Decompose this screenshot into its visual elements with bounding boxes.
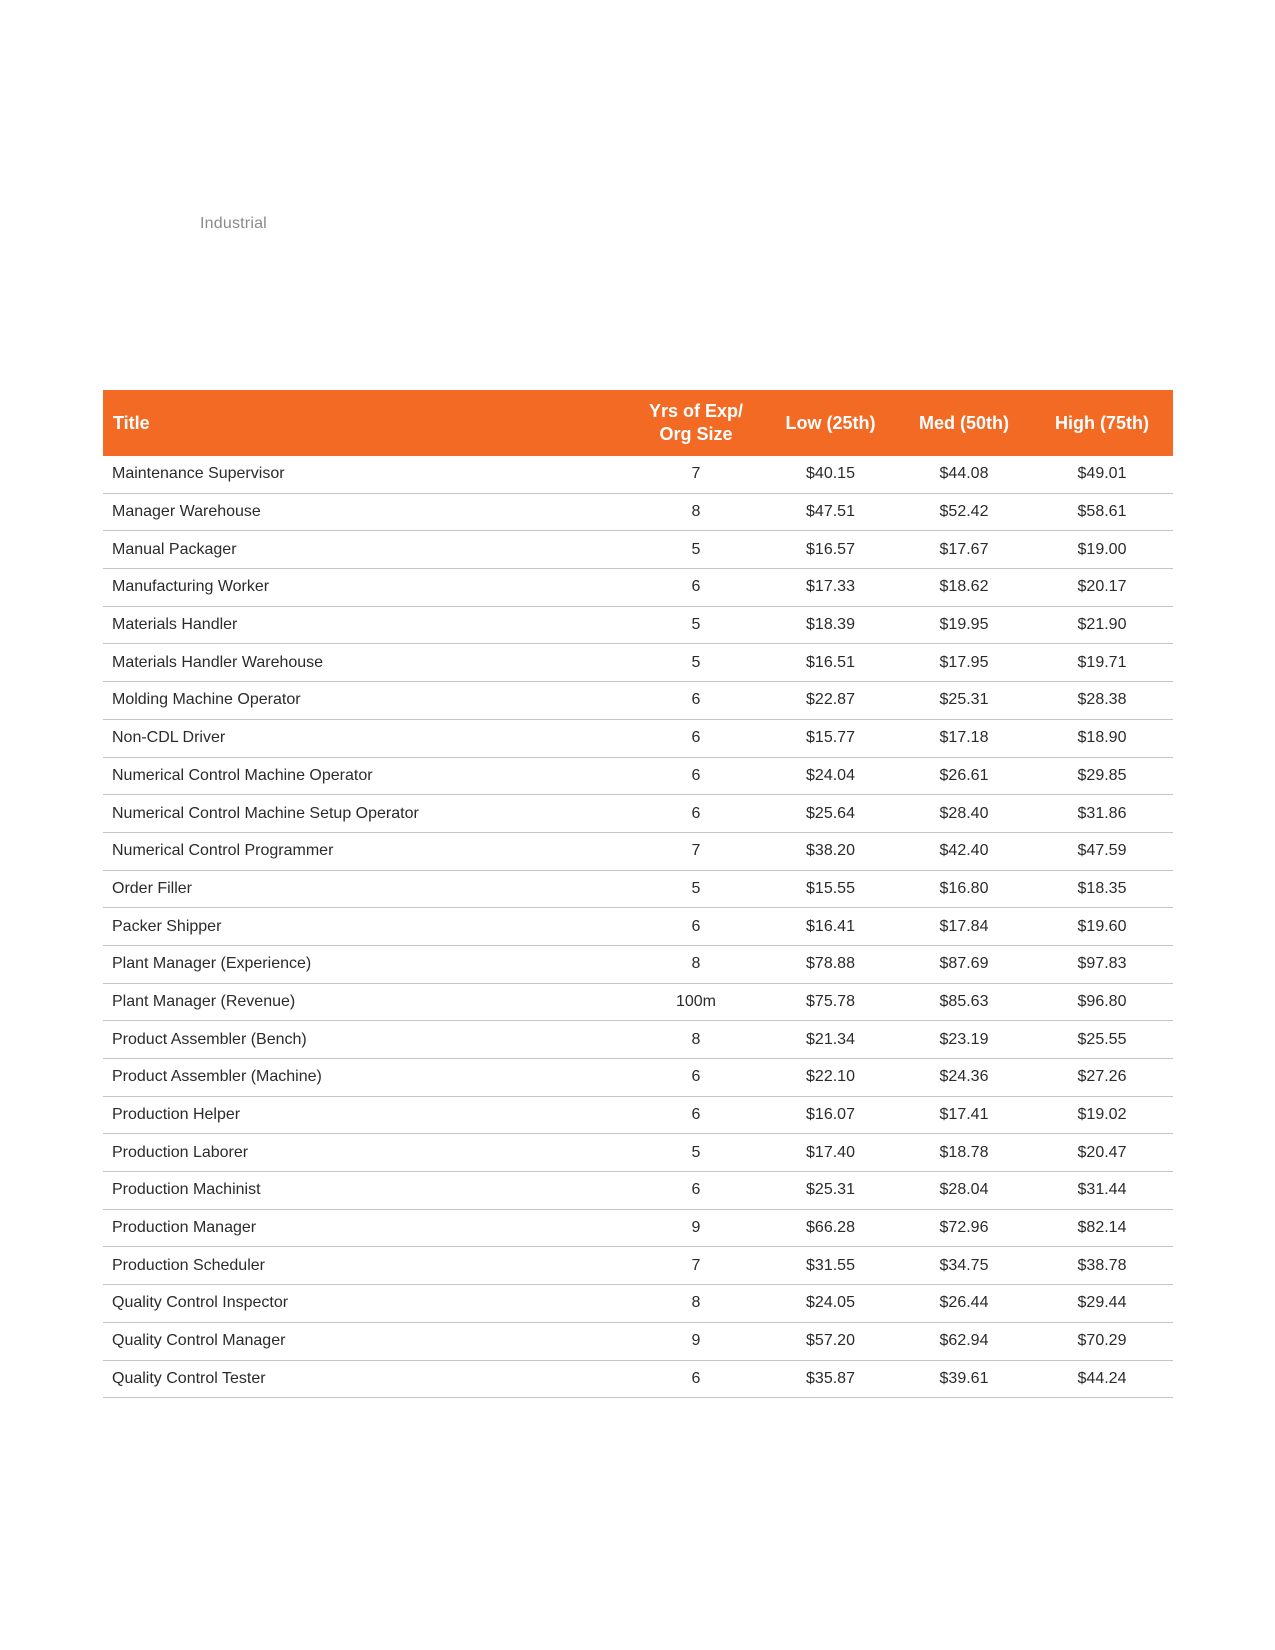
cell-high: $19.00: [1031, 531, 1173, 569]
cell-med: $34.75: [897, 1247, 1031, 1285]
cell-med: $72.96: [897, 1209, 1031, 1247]
cell-yrs-exp: 8: [628, 1285, 764, 1323]
cell-low: $16.57: [764, 531, 897, 569]
table-row: [103, 1360, 1173, 1398]
cell-title: Production Scheduler: [103, 1247, 628, 1285]
cell-low: $22.87: [764, 682, 897, 720]
cell-high: $47.59: [1031, 832, 1173, 870]
cell-yrs-exp: 6: [628, 1360, 764, 1398]
table-row: [103, 1247, 1173, 1285]
table-row: [103, 456, 1173, 493]
cell-low: $31.55: [764, 1247, 897, 1285]
cell-yrs-exp: 7: [628, 832, 764, 870]
cell-yrs-exp: 6: [628, 757, 764, 795]
cell-med: $42.40: [897, 832, 1031, 870]
cell-med: $26.61: [897, 757, 1031, 795]
cell-high: $38.78: [1031, 1247, 1173, 1285]
cell-high: $97.83: [1031, 945, 1173, 983]
table-row: [103, 531, 1173, 569]
cell-med: $44.08: [897, 456, 1031, 493]
cell-low: $35.87: [764, 1360, 897, 1398]
cell-low: $25.64: [764, 795, 897, 833]
cell-high: $31.86: [1031, 795, 1173, 833]
cell-med: $52.42: [897, 493, 1031, 531]
cell-low: $18.39: [764, 606, 897, 644]
cell-title: Product Assembler (Bench): [103, 1021, 628, 1059]
cell-title: Manual Packager: [103, 531, 628, 569]
cell-low: $16.07: [764, 1096, 897, 1134]
cell-yrs-exp: 7: [628, 1247, 764, 1285]
cell-title: Production Laborer: [103, 1134, 628, 1172]
cell-title: Production Machinist: [103, 1172, 628, 1210]
cell-high: $49.01: [1031, 456, 1173, 493]
table-body: [103, 456, 1173, 1398]
cell-low: $17.40: [764, 1134, 897, 1172]
cell-med: $17.41: [897, 1096, 1031, 1134]
table-row: [103, 606, 1173, 644]
cell-low: $15.77: [764, 719, 897, 757]
cell-yrs-exp: 9: [628, 1322, 764, 1360]
cell-yrs-exp: 9: [628, 1209, 764, 1247]
cell-high: $70.29: [1031, 1322, 1173, 1360]
table-row: [103, 1322, 1173, 1360]
cell-yrs-exp: 7: [628, 456, 764, 493]
cell-yrs-exp: 6: [628, 795, 764, 833]
cell-high: $25.55: [1031, 1021, 1173, 1059]
cell-low: $66.28: [764, 1209, 897, 1247]
cell-med: $19.95: [897, 606, 1031, 644]
cell-high: $82.14: [1031, 1209, 1173, 1247]
table-row: [103, 493, 1173, 531]
cell-low: $17.33: [764, 569, 897, 607]
cell-yrs-exp: 5: [628, 606, 764, 644]
cell-low: $22.10: [764, 1059, 897, 1097]
cell-yrs-exp: 5: [628, 531, 764, 569]
cell-title: Numerical Control Programmer: [103, 832, 628, 870]
cell-yrs-exp: 6: [628, 908, 764, 946]
cell-yrs-exp: 5: [628, 870, 764, 908]
cell-high: $19.02: [1031, 1096, 1173, 1134]
header-yrs-line2: Org Size: [659, 424, 733, 444]
cell-yrs-exp: 8: [628, 1021, 764, 1059]
cell-yrs-exp: 6: [628, 569, 764, 607]
header-yrs-line1: Yrs of Exp/: [648, 401, 744, 421]
cell-low: $16.41: [764, 908, 897, 946]
cell-title: Production Manager: [103, 1209, 628, 1247]
cell-high: $27.26: [1031, 1059, 1173, 1097]
cell-high: $18.35: [1031, 870, 1173, 908]
cell-high: $29.44: [1031, 1285, 1173, 1323]
cell-low: $78.88: [764, 945, 897, 983]
cell-med: $24.36: [897, 1059, 1031, 1097]
table-header-row: [103, 390, 1173, 456]
cell-low: $57.20: [764, 1322, 897, 1360]
cell-high: $58.61: [1031, 493, 1173, 531]
cell-high: $28.38: [1031, 682, 1173, 720]
cell-yrs-exp: 8: [628, 945, 764, 983]
table-row: [103, 945, 1173, 983]
cell-title: Materials Handler: [103, 606, 628, 644]
cell-high: $19.60: [1031, 908, 1173, 946]
cell-med: $87.69: [897, 945, 1031, 983]
cell-low: $47.51: [764, 493, 897, 531]
section-label: Industrial: [200, 215, 267, 232]
cell-low: $40.15: [764, 456, 897, 493]
cell-low: $38.20: [764, 832, 897, 870]
cell-yrs-exp: 100m: [628, 983, 764, 1021]
cell-low: $75.78: [764, 983, 897, 1021]
table-row: [103, 682, 1173, 720]
cell-yrs-exp: 6: [628, 682, 764, 720]
cell-title: Materials Handler Warehouse: [103, 644, 628, 682]
table-row: [103, 1285, 1173, 1323]
cell-med: $28.04: [897, 1172, 1031, 1210]
cell-med: $85.63: [897, 983, 1031, 1021]
table-row: [103, 569, 1173, 607]
cell-high: $18.90: [1031, 719, 1173, 757]
header-low: Low (25th): [764, 390, 897, 456]
table-row: [103, 908, 1173, 946]
cell-yrs-exp: 6: [628, 1172, 764, 1210]
cell-yrs-exp: 6: [628, 1096, 764, 1134]
table-row: [103, 1096, 1173, 1134]
cell-high: $19.71: [1031, 644, 1173, 682]
table-row: [103, 870, 1173, 908]
cell-yrs-exp: 6: [628, 719, 764, 757]
header-high: High (75th): [1031, 390, 1173, 456]
cell-med: $16.80: [897, 870, 1031, 908]
cell-high: $44.24: [1031, 1360, 1173, 1398]
cell-med: $17.95: [897, 644, 1031, 682]
cell-med: $62.94: [897, 1322, 1031, 1360]
cell-yrs-exp: 6: [628, 1059, 764, 1097]
table-row: [103, 795, 1173, 833]
cell-med: $18.78: [897, 1134, 1031, 1172]
cell-high: $31.44: [1031, 1172, 1173, 1210]
cell-low: $24.04: [764, 757, 897, 795]
table-row: [103, 1059, 1173, 1097]
cell-title: Numerical Control Machine Setup Operator: [103, 795, 628, 833]
cell-med: $17.67: [897, 531, 1031, 569]
cell-title: Plant Manager (Experience): [103, 945, 628, 983]
cell-high: $29.85: [1031, 757, 1173, 795]
cell-yrs-exp: 5: [628, 644, 764, 682]
table-row: [103, 1021, 1173, 1059]
header-title: Title: [103, 390, 628, 456]
cell-low: $24.05: [764, 1285, 897, 1323]
salary-table: [103, 390, 1173, 1398]
cell-med: $23.19: [897, 1021, 1031, 1059]
cell-title: Packer Shipper: [103, 908, 628, 946]
table-row: [103, 832, 1173, 870]
cell-high: $20.47: [1031, 1134, 1173, 1172]
cell-yrs-exp: 8: [628, 493, 764, 531]
cell-med: $39.61: [897, 1360, 1031, 1398]
cell-low: $21.34: [764, 1021, 897, 1059]
cell-title: Product Assembler (Machine): [103, 1059, 628, 1097]
cell-title: Molding Machine Operator: [103, 682, 628, 720]
header-yrs-exp: [628, 390, 764, 456]
cell-low: $25.31: [764, 1172, 897, 1210]
table-row: [103, 1209, 1173, 1247]
cell-title: Quality Control Tester: [103, 1360, 628, 1398]
cell-med: $25.31: [897, 682, 1031, 720]
table-row: [103, 983, 1173, 1021]
table-row: [103, 1134, 1173, 1172]
table-row: [103, 719, 1173, 757]
cell-med: $26.44: [897, 1285, 1031, 1323]
cell-title: Manufacturing Worker: [103, 569, 628, 607]
cell-yrs-exp: 5: [628, 1134, 764, 1172]
header-med: Med (50th): [897, 390, 1031, 456]
table-row: [103, 1172, 1173, 1210]
cell-high: $96.80: [1031, 983, 1173, 1021]
cell-title: Non-CDL Driver: [103, 719, 628, 757]
cell-low: $16.51: [764, 644, 897, 682]
cell-med: $18.62: [897, 569, 1031, 607]
cell-title: Production Helper: [103, 1096, 628, 1134]
cell-title: Manager Warehouse: [103, 493, 628, 531]
cell-high: $21.90: [1031, 606, 1173, 644]
cell-med: $28.40: [897, 795, 1031, 833]
cell-title: Quality Control Manager: [103, 1322, 628, 1360]
cell-title: Maintenance Supervisor: [103, 456, 628, 493]
cell-med: $17.18: [897, 719, 1031, 757]
cell-title: Order Filler: [103, 870, 628, 908]
cell-med: $17.84: [897, 908, 1031, 946]
table-row: [103, 757, 1173, 795]
cell-title: Plant Manager (Revenue): [103, 983, 628, 1021]
cell-high: $20.17: [1031, 569, 1173, 607]
cell-title: Numerical Control Machine Operator: [103, 757, 628, 795]
table-row: [103, 644, 1173, 682]
cell-title: Quality Control Inspector: [103, 1285, 628, 1323]
cell-low: $15.55: [764, 870, 897, 908]
